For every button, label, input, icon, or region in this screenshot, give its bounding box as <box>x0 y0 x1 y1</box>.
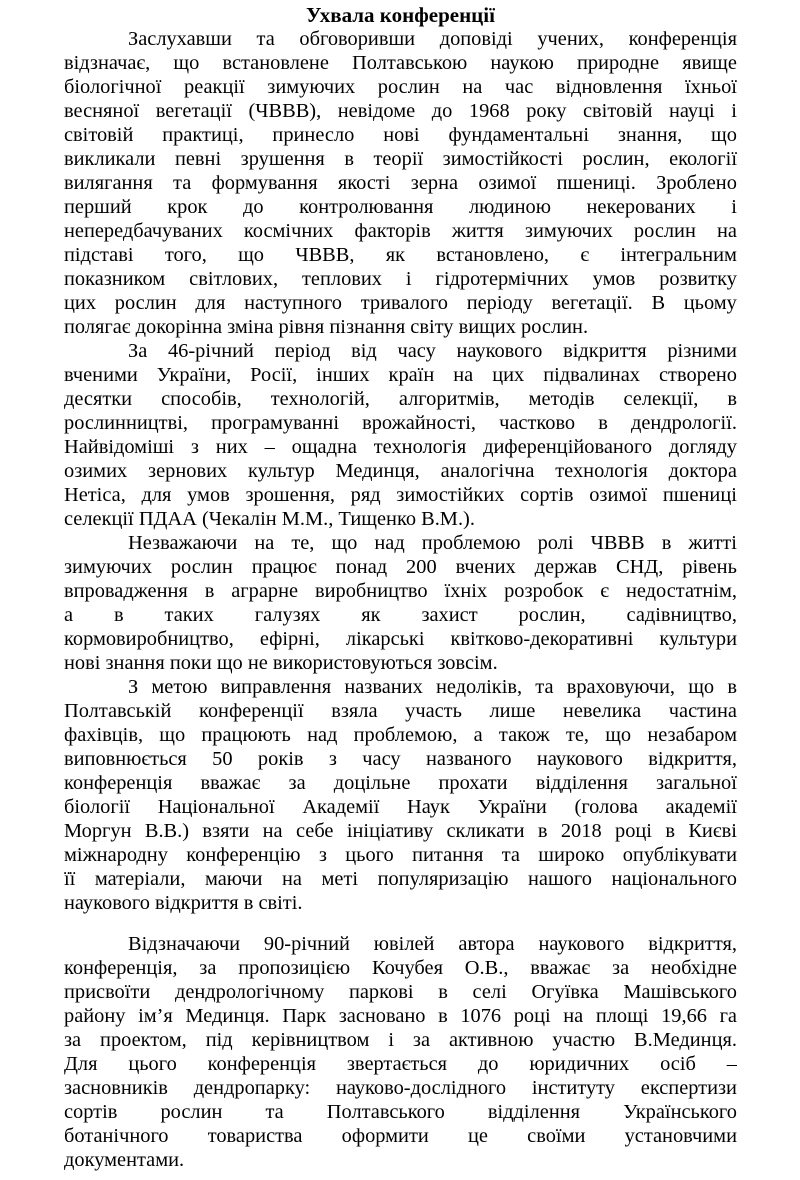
text-line: Нетіса, для умов зрошення, ряд зимостійких сортів озимої пшениці <box>64 484 737 506</box>
text-line: біологічної реакції зимуючих рослин на час відновлення їхньої <box>64 76 737 98</box>
text-line: за проектом, під керівництвом і за активною участю В.Мединця. <box>64 1029 737 1051</box>
text-line: її матеріали, маючи на меті популяризацію нашого національного <box>64 868 737 890</box>
text-line: весняної вегетації (ЧВВВ), невідоме до 1968 року світовій науці і <box>64 100 737 122</box>
text-line: сортів рослин та Полтавського відділення Українського <box>64 1101 737 1123</box>
text-line: Незважаючи на те, що над проблемою ролі ЧВВВ в житті <box>128 532 737 554</box>
text-line: зимуючих рослин працює понад 200 вчених держав СНД, рівень <box>64 556 737 578</box>
text-line: полягає докорінна зміна рівня пізнання світу вищих рослин. <box>64 316 589 338</box>
text-line: впровадження в аграрне виробництво їхніх розробок є недостатнім, <box>64 580 737 602</box>
text-line: десятки способів, технологій, алгоритмів, методів селекції, в <box>64 388 737 410</box>
text-line: виповнюється 50 років з часу названого наукового відкриття, <box>64 748 737 770</box>
document-body <box>64 27 737 1172</box>
text-line: Моргун В.В.) взяти на себе ініціативу скликати в 2018 році в Києві <box>64 820 737 842</box>
text-line: нові знання поки що не використовуються зовсім. <box>64 652 498 674</box>
text-line: кормовиробництво, ефірні, лікарські квітково-декоративні культури <box>64 628 737 650</box>
text-line: непередбачуваних космічних факторів життя зимуючих рослин на <box>64 220 737 242</box>
text-line: Полтавській конференції взяла участь лише невелика частина <box>64 700 737 722</box>
paragraph <box>64 27 737 339</box>
text-line: перший крок до контролювання людиною некерованих і <box>64 196 737 218</box>
text-line: Заслухавши та обговоривши доповіді учених, конференція <box>128 28 737 50</box>
text-line: викликали певні зрушення в теорії зимостійкості рослин, екології <box>64 148 737 170</box>
text-line: світовій практиці, принесло нові фундаментальні знання, що <box>64 124 737 146</box>
text-line: засновників дендропарку: науково-дослідного інституту експертизи <box>64 1077 737 1099</box>
text-line: району ім’я Мединця. Парк засновано в 1076 році на площі 19,66 га <box>64 1005 737 1027</box>
paragraph <box>64 675 737 915</box>
text-line: вилягання та формування якості зерна озимої пшениці. Зроблено <box>64 172 737 194</box>
text-line: показником світлових, теплових і гідротермічних умов розвитку <box>64 268 737 290</box>
text-line: З метою виправлення названих недоліків, та враховуючи, що в <box>128 676 737 698</box>
text-line: підставі того, що ЧВВВ, як встановлено, є інтегральним <box>64 244 737 266</box>
text-line: документами. <box>64 1149 185 1171</box>
page-title: Ухвала конференції <box>306 3 495 27</box>
text-line: Найвідоміші з них – ощадна технологія диференційованого догляду <box>64 436 737 458</box>
text-line: озимих зернових культур Мединця, аналогічна технологія доктора <box>64 460 737 482</box>
text-line: фахівців, що працюють над проблемою, а також те, що незабаром <box>64 724 737 746</box>
text-line: ботанічного товариства оформити це своїми установчими <box>64 1125 737 1147</box>
text-line: біології Національної Академії Наук України (голова академії <box>64 796 737 818</box>
text-line: вченими України, Росії, інших країн на цих підвалинах створено <box>64 364 737 386</box>
text-line: наукового відкриття в світі. <box>64 892 303 914</box>
text-line: а в таких галузях як захист рослин, садівництво, <box>64 604 737 626</box>
text-line: рослинництві, програмуванні врожайності, частково в дендрології. <box>64 412 737 434</box>
text-line: За 46-річний період від часу наукового відкриття різними <box>128 340 737 362</box>
text-line: конференція, за пропозицією Кочубея О.В., вважає за необхідне <box>64 957 737 979</box>
text-line: Відзначаючи 90-річний ювілей автора наукового відкриття, <box>128 933 737 955</box>
paragraph <box>64 339 737 531</box>
text-line: відзначає, що встановлене Полтавською наукою природне явище <box>64 52 737 74</box>
text-line: міжнародну конференцію з цього питання та широко опублікувати <box>64 844 737 866</box>
text-line: Для цього конференція звертається до юридичних осіб – <box>64 1053 737 1075</box>
text-line: конференція вважає за доцільне прохати відділення загальної <box>64 772 737 794</box>
paragraph <box>64 531 737 675</box>
text-line: селекції ПДАА (Чекалін М.М., Тищенко В.М.). <box>64 508 475 530</box>
text-line: присвоїти дендрологічному паркові в селі Огуївка Машівського <box>64 981 737 1003</box>
text-line: цих рослин для наступного тривалого періоду вегетації. В цьому <box>64 292 737 314</box>
paragraph <box>64 932 737 1172</box>
